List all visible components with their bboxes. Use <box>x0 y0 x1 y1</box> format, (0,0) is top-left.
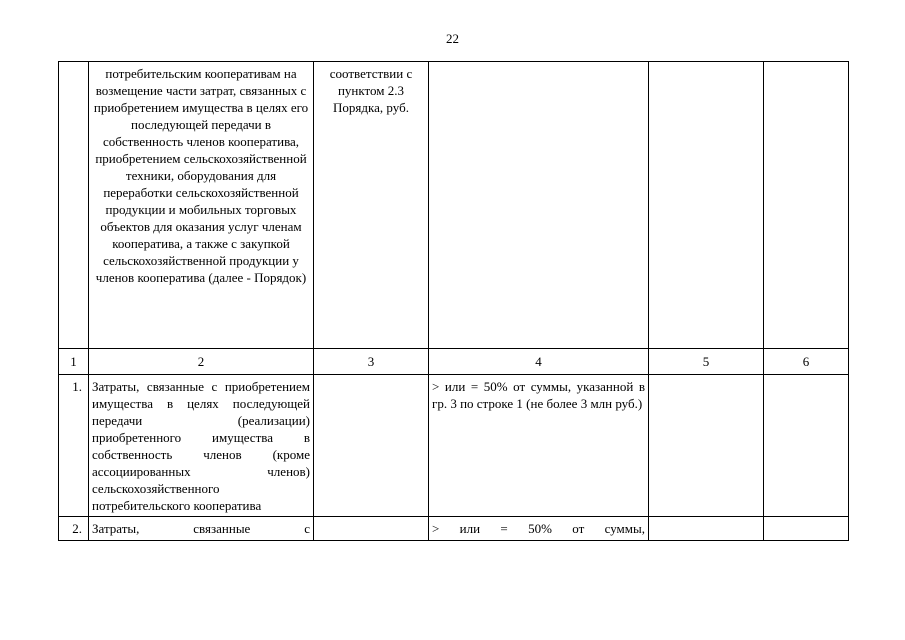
row-col3 <box>314 517 429 541</box>
column-number-2: 2 <box>89 349 314 375</box>
column-number-3: 3 <box>314 349 429 375</box>
column-number-5: 5 <box>649 349 764 375</box>
row-col4: > или = 50% от суммы, указанной в гр. 3 по строке 1 (не более 3 млн руб.) <box>429 375 649 517</box>
column-number-6: 6 <box>764 349 849 375</box>
subsidy-table <box>58 61 849 541</box>
row-col5 <box>649 517 764 541</box>
cell-number <box>59 62 89 349</box>
column-number-row <box>59 349 849 375</box>
row-number: 1. <box>59 375 89 517</box>
column-number-4: 4 <box>429 349 649 375</box>
table-row-continuation <box>59 62 849 349</box>
cell-col4 <box>429 62 649 349</box>
cell-col6 <box>764 62 849 349</box>
row-description: Затраты, связанные с приобретением имущества в целях последующей передачи (реализации) приобретенного имущества в собственность членов (кроме ассоциированных членов) сельскохозяйственного потребительского кооператива <box>89 375 314 517</box>
table-row <box>59 517 849 541</box>
row-col6 <box>764 517 849 541</box>
cell-col3: соответствии с пунктом 2.3 Порядка, руб. <box>314 62 429 349</box>
table-row <box>59 375 849 517</box>
row-col6 <box>764 375 849 517</box>
page-number: 22 <box>446 31 459 46</box>
row-col3 <box>314 375 429 517</box>
row-number: 2. <box>59 517 89 541</box>
column-number-1: 1 <box>59 349 89 375</box>
row-col5 <box>649 375 764 517</box>
row-col4: > или = 50% от суммы, <box>429 517 649 541</box>
cell-col5 <box>649 62 764 349</box>
row-description: Затраты, связанные с <box>89 517 314 541</box>
cell-description: потребительским кооперативам на возмещение части затрат, связанных с приобретением имущества в целях его последующей передачи в собственность членов кооператива, приобретением сельскохозяйственной техники, оборудования для переработки сельскохозяйственной продукции и мобильных торговых объектов для оказания услуг членам кооператива, а также с закупкой сельскохозяйственной продукции у членов кооператива (далее - Порядок) <box>89 62 314 349</box>
